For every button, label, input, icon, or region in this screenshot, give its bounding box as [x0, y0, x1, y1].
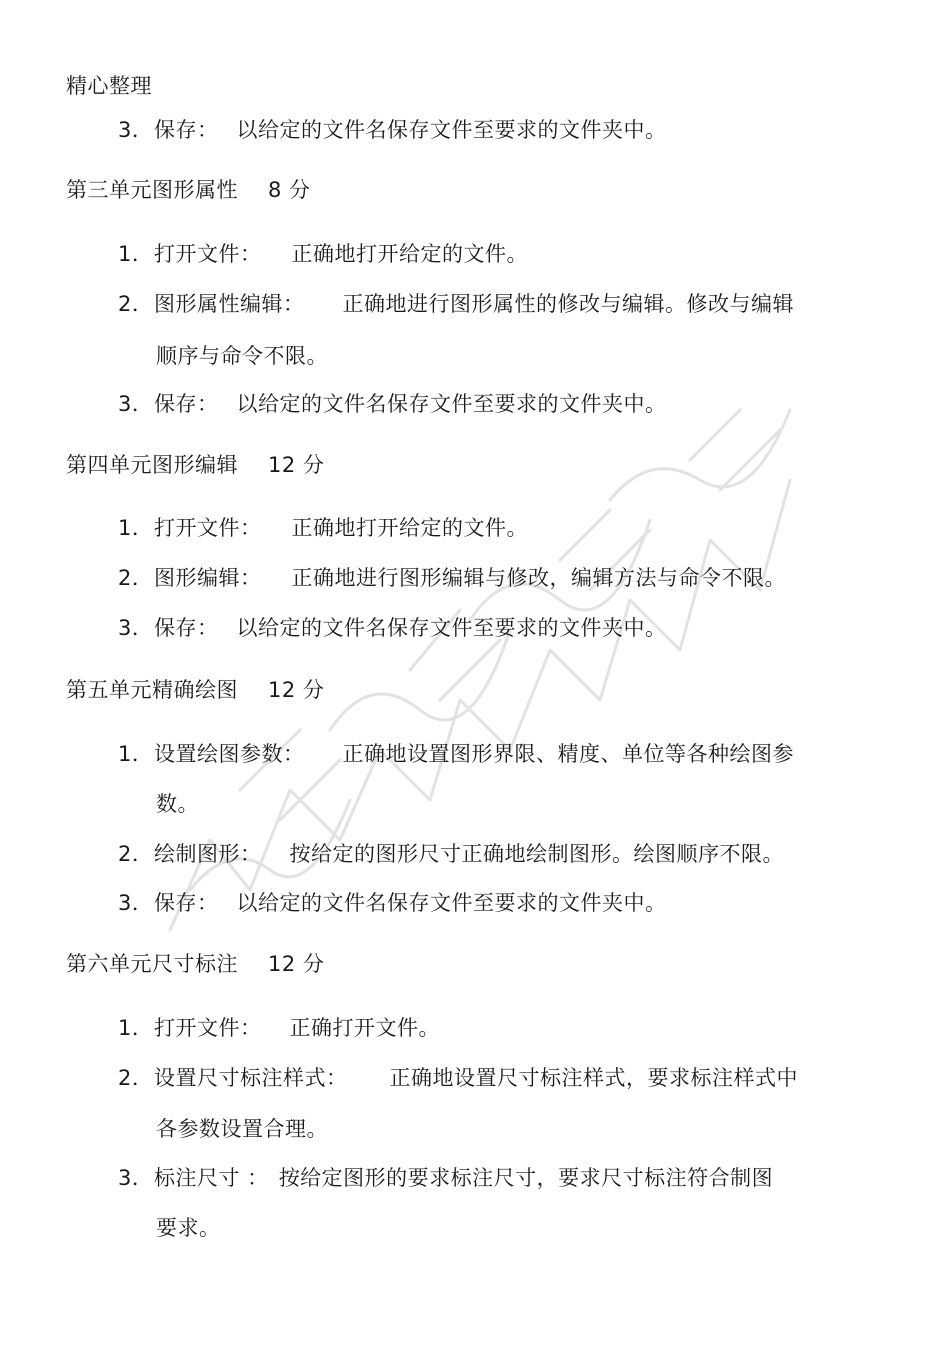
item-body: 正确地打开给定的文件。 [291, 516, 528, 540]
item-label: 保存： [154, 891, 219, 915]
item-body: 以给定的文件名保存文件至要求的文件夹中。 [236, 392, 667, 416]
item-label: 设置绘图参数： [154, 742, 305, 766]
item-number: 1． [118, 1016, 154, 1040]
item-number: 3． [118, 118, 154, 142]
item-body: 以给定的文件名保存文件至要求的文件夹中。 [236, 891, 667, 915]
item-body: 正确地进行图形属性的修改与编辑。修改与编辑 [342, 292, 794, 316]
item-number: 3． [118, 891, 154, 915]
unit-score: 12 分 [268, 678, 325, 702]
item-body: 正确地进行图形编辑与修改，编辑方法与命令不限。 [291, 566, 786, 590]
item-number: 2． [118, 1066, 154, 1090]
item-number: 1． [118, 242, 154, 266]
item-body: 按给定图形的要求标注尺寸，要求尺寸标注符合制图 [278, 1166, 774, 1190]
u3-item3-line [118, 390, 667, 418]
item-label: 保存： [154, 118, 219, 142]
unit-score: 12 分 [268, 952, 325, 976]
u5-title-line [66, 676, 324, 704]
unit-score: 12 分 [268, 453, 325, 477]
item-body: 以给定的文件名保存文件至要求的文件夹中。 [236, 118, 667, 142]
item-number: 3． [118, 1166, 154, 1190]
u5-item1-cont-line [156, 790, 199, 818]
item-label: 打开文件： [154, 516, 262, 540]
u4-title-line [66, 451, 324, 479]
item-label: 打开文件： [154, 1016, 262, 1040]
item-number: 3． [118, 616, 154, 640]
u3-item2-cont-line [156, 342, 328, 370]
unit-title: 第五单元精确绘图 [66, 678, 238, 702]
item-number: 1． [118, 742, 154, 766]
u6-item3-cont-line [156, 1214, 221, 1242]
item-label: 图形编辑： [154, 566, 262, 590]
u5-item2-line [118, 840, 784, 868]
u5-item1-line [118, 740, 794, 768]
item-number: 1． [118, 516, 154, 540]
item-body: 正确地设置图形界限、精度、单位等各种绘图参 [342, 742, 794, 766]
continuation-text: 各参数设置合理。 [156, 1117, 328, 1141]
item-number: 2． [118, 566, 154, 590]
u4-item3-line [118, 614, 667, 642]
unit-score: 8 分 [268, 178, 311, 202]
page-header: 精心整理 [66, 74, 152, 98]
item-label: 打开文件： [154, 242, 262, 266]
item-body: 正确地设置尺寸标注样式，要求标注样式中 [389, 1066, 798, 1090]
unit-title: 第六单元尺寸标注 [66, 952, 238, 976]
unit-title: 第四单元图形编辑 [66, 453, 238, 477]
u3-item2-line [118, 290, 794, 318]
item-number: 3． [118, 392, 154, 416]
continuation-text: 顺序与命令不限。 [156, 344, 328, 368]
u6-title-line [66, 950, 324, 978]
continuation-text: 数。 [156, 792, 199, 816]
u6-item1-line [118, 1014, 440, 1042]
continuation-text: 要求。 [156, 1216, 221, 1240]
u4-item2-line [118, 564, 786, 592]
unit-title: 第三单元图形属性 [66, 178, 238, 202]
item-label: 设置尺寸标注样式： [154, 1066, 348, 1090]
u3-title-line [66, 176, 311, 204]
item-label: 绘制图形： [154, 842, 262, 866]
u6-item3-line [118, 1164, 773, 1192]
item-label: 图形属性编辑： [154, 292, 305, 316]
u6-item2-line [118, 1064, 798, 1092]
u3-item1-line [118, 240, 528, 268]
item-body: 按给定的图形尺寸正确地绘制图形。绘图顺序不限。 [289, 842, 784, 866]
item-number: 2． [118, 842, 154, 866]
item-label: 保存： [154, 616, 219, 640]
item-body: 以给定的文件名保存文件至要求的文件夹中。 [236, 616, 667, 640]
item-body: 正确打开文件。 [289, 1016, 440, 1040]
item-label: 保存： [154, 392, 219, 416]
item-label: 标注尺寸 ： [154, 1166, 269, 1190]
item-body: 正确地打开给定的文件。 [291, 242, 528, 266]
item-number: 2． [118, 292, 154, 316]
u2-item3-line [118, 116, 667, 144]
u4-item1-line [118, 514, 528, 542]
u5-item3-line [118, 889, 667, 917]
u6-item2-cont-line [156, 1115, 328, 1143]
